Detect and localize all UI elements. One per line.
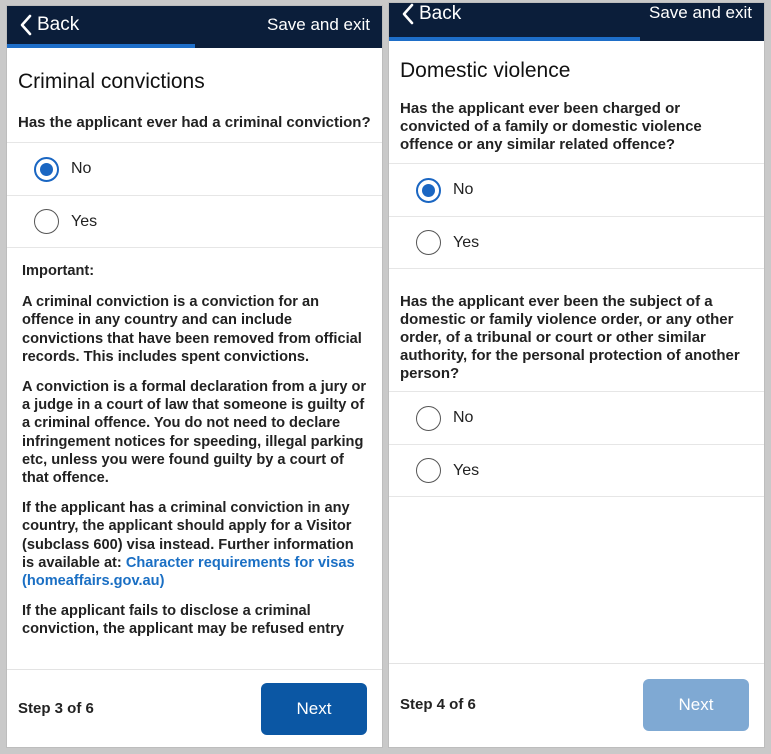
top-nav-bar	[389, 3, 764, 37]
save-and-exit-button[interactable]: Save and exit	[648, 3, 752, 22]
q2-radio-option-no[interactable]	[389, 391, 764, 444]
radio-option-no[interactable]	[7, 142, 382, 195]
important-heading: Important:	[22, 263, 95, 279]
top-nav-bar	[7, 6, 382, 44]
progress-bar	[389, 37, 764, 41]
radio-label: No	[453, 181, 474, 198]
radio-unselected-icon[interactable]	[34, 209, 59, 234]
radio-label: Yes	[71, 212, 98, 230]
radio-unselected-icon[interactable]	[416, 406, 441, 431]
radio-unselected-icon[interactable]	[416, 458, 441, 483]
info-paragraph: A criminal conviction is a conviction for an offence in any country and can include convictions that have been removed from official records. This includes spent convictions.	[22, 294, 362, 365]
criminal-convictions-screen	[6, 5, 383, 748]
step-indicator: Step 3 of 6	[18, 700, 94, 717]
radio-selected-icon[interactable]	[416, 178, 441, 203]
back-button[interactable]	[19, 14, 79, 36]
footer-bar	[7, 669, 382, 747]
q1-radio-option-no[interactable]	[389, 163, 764, 216]
radio-label: No	[71, 160, 92, 177]
step-indicator: Step 4 of 6	[400, 696, 476, 713]
info-text: If the applicant has a criminal conviction in any country, the applicant should apply for a Visitor (subclass 600) visa instead. Further information is available at:	[22, 500, 354, 571]
question-domestic-violence-offence: Has the applicant ever been charged or convicted of a family or domestic violence offence or any similar related offence?	[400, 100, 702, 153]
progress-bar	[7, 44, 382, 48]
page-title: Domestic violence	[400, 59, 571, 82]
footer-bar	[389, 663, 764, 747]
radio-selected-icon[interactable]	[34, 157, 59, 182]
radio-unselected-icon[interactable]	[416, 230, 441, 255]
back-label: Back	[37, 14, 80, 35]
radio-label: No	[453, 409, 474, 426]
info-paragraph	[22, 499, 367, 590]
save-and-exit-button[interactable]: Save and exit	[266, 15, 370, 34]
important-info	[7, 248, 382, 639]
radio-label: Yes	[453, 461, 480, 479]
next-button[interactable]: Next	[261, 683, 367, 735]
radio-option-yes[interactable]	[7, 195, 382, 248]
back-label: Back	[419, 3, 462, 24]
q1-radio-option-yes[interactable]	[389, 216, 764, 269]
next-button-disabled[interactable]: Next	[643, 679, 749, 731]
page-title: Criminal convictions	[18, 70, 205, 93]
progress-fill	[389, 37, 640, 41]
chevron-left-icon	[401, 3, 415, 25]
info-paragraph: If the applicant fails to disclose a criminal conviction, the applicant may be refused entry	[22, 603, 344, 638]
chevron-left-icon	[19, 14, 33, 36]
q2-radio-option-yes[interactable]	[389, 444, 764, 497]
back-button[interactable]	[401, 3, 461, 25]
radio-label: Yes	[453, 233, 480, 251]
character-requirements-link[interactable]: Character requirements for visas (homeaffairs.gov.au)	[22, 554, 355, 590]
question-criminal-conviction: Has the applicant ever had a criminal conviction?	[18, 114, 371, 131]
info-paragraph: A conviction is a formal declaration from a jury or a judge in a court of law that someone is guilty of a criminal offence. You do not need to declare infringement notices for speeding, illegal parking etc, unless you were found guilty by a court of that offence.	[22, 379, 367, 487]
question-protection-order: Has the applicant ever been the subject of a domestic or family violence order, or any other order, of a tribunal or court or other similar authority, for the personal protection of another person?	[400, 293, 740, 382]
progress-fill	[7, 44, 195, 48]
domestic-violence-screen	[388, 2, 765, 748]
